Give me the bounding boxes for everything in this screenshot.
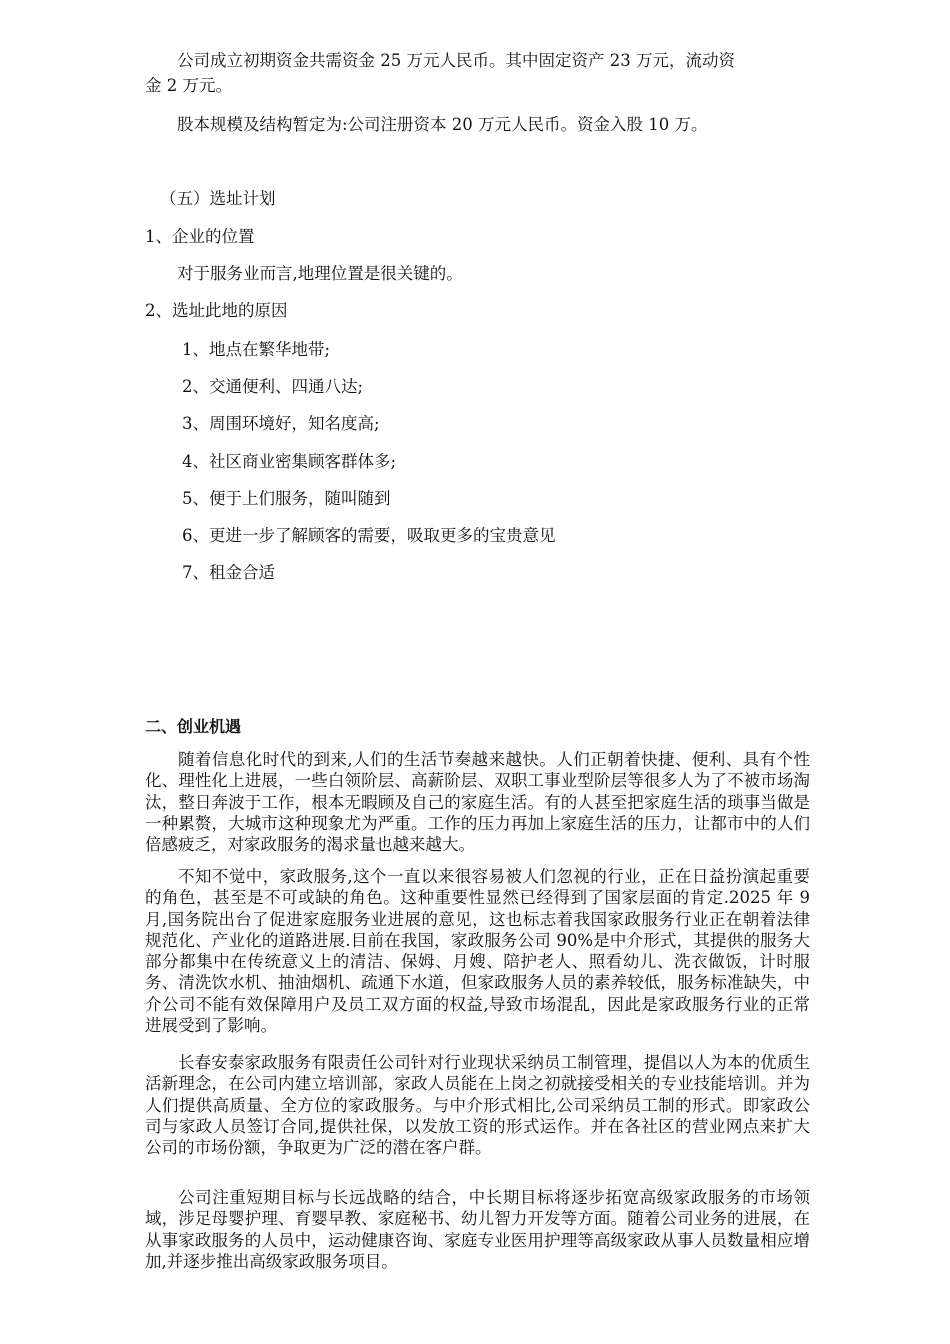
paragraph-text: 随着信息化时代的到来,人们的生活节奏越来越快。人们正朝着快捷、便利、具有个性化、理性化上进展，一些白领阶层、高薪阶层、双职工事业型阶层等很多人为了不被市场淘汰，整日奔波于工作，根本无暇顾及自己的家庭生活。有的人甚至把家庭生活的琐事当做是一种累赘，大城市这种现象尤为严重。工作的压力再加上家庭生活的压力，让都市中的人们倍感疲乏，对家政服务的渴求量也越来越大。 [145,750,810,855]
reason-item: 2、交通便利、四通八达; [182,377,364,396]
capital-paragraph-line1: 公司成立初期资金共需资金 25 万元人民币。其中固定资产 23 万元，流动资 [177,51,735,70]
reason-item: 1、地点在繁华地带; [182,340,331,359]
reason-item: 4、社区商业密集顾客群体多; [182,452,397,471]
section2-title: 2、选址此地的原因 [145,301,288,320]
reason-item: 5、便于上们服务，随叫随到 [182,489,391,508]
site-plan-title: （五）选址计划 [160,189,276,208]
paragraph-text: 长春安泰家政服务有限责任公司针对行业现状采纳员工制管理，提倡以人为本的优质生活新理念，在公司内建立培训部，家政人员能在上岗之初就接受相关的专业技能培训。并为人们提供高质量、全方位的家政服务。与中介形式相比,公司采纳员工制的形式。即家政公司与家政人员签订合同,提供社保，以发放工资的形式运作。并在各社区的营业网点来扩大公司的市场份额，争取更为广泛的潜在客户群。 [145,1053,810,1158]
reason-item: 3、周围环境好，知名度高; [182,414,380,433]
reason-item: 6、更进一步了解顾客的需要，吸取更多的宝贵意见 [182,526,556,545]
opportunity-heading: 二、创业机遇 [145,717,242,736]
opportunity-paragraph-4 [145,1187,810,1272]
reason-item: 7、租金合适 [182,563,275,582]
paragraph-text: 公司注重短期目标与长远战略的结合，中长期目标将逐步拓宽高级家政服务的市场领域，涉足母婴护理、育婴早教、家庭秘书、幼儿智力开发等方面。随着公司业务的进展，在从事家政服务的人员中，运动健康咨询、家庭专业医用护理等高级家政从事人员数量相应增加,并逐步推出高级家政服务项目。 [145,1188,810,1271]
opportunity-paragraph-1 [145,749,810,855]
opportunity-paragraph-2 [145,866,810,1036]
opportunity-paragraph-3 [145,1052,810,1158]
paragraph-text: 不知不觉中，家政服务,这个一直以来很容易被人们忽视的行业，正在日益扮演起重要的角色，甚至是不可或缺的角色。这种重要性显然已经得到了国家层面的肯定.2025 年 9 月,国务院出台了促进家庭服务业进展的意见，这也标志着我国家政服务行业正在朝着法律规范化、产业化的道路进展.目前在我国，家政服务公司 90%是中介形式，其提供的服务大部分都集中在传统意义上的清洁、保姆、月嫂、陪护老人、照看幼儿、洗衣做饭，计时服务、清洗饮水机、抽油烟机、疏通下水道，但家政服务人员的素养较低，服务标准缺失，中介公司不能有效保障用户及员工双方面的权益,导致市场混乱，因此是家政服务行业的正常进展受到了影响。 [145,867,810,1036]
section1-text: 对于服务业而言,地理位置是很关键的。 [177,264,463,283]
capital-paragraph-line2: 金 2 万元。 [145,76,232,95]
equity-paragraph: 股本规模及结构暂定为:公司注册资本 20 万元人民币。资金入股 10 万。 [177,115,708,134]
section1-title: 1、企业的位置 [145,227,255,246]
